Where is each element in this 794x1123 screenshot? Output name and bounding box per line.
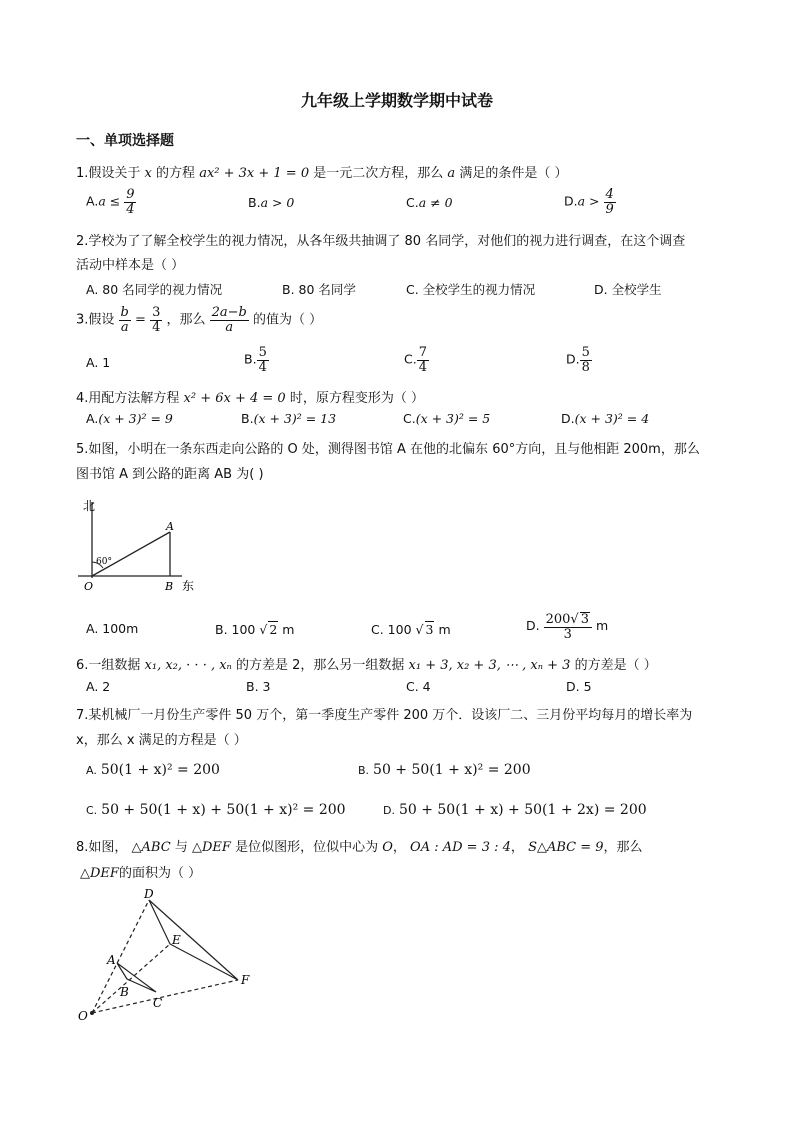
question-7-line-1: 7.某机械厂一月份生产零件 50 万个，第一季度生产零件 200 万个．设该厂二、三月份平均每月的增长率为 — [76, 708, 693, 723]
point-a-label: A — [166, 520, 174, 533]
question-1-stem: 1.假设关于 x 的方程 ax² + 3x + 1 = 0 是一元二次方程，那么 a 满足的条件是（ ） — [76, 166, 568, 181]
question-8-line-2: △DEF的面积为（ ） — [80, 866, 202, 881]
question-2-option-b[interactable]: B. 80 名同学 — [282, 282, 356, 297]
point-f-label: F — [241, 973, 250, 987]
question-4-option-d[interactable]: D.(x + 3)² = 4 — [561, 411, 650, 426]
point-e-label: E — [172, 933, 181, 947]
question-7-option-c[interactable]: C. 50 + 50(1 + x) + 50(1 + x)² = 200 — [86, 802, 346, 818]
question-3-option-d[interactable]: D. $\frac{5}{8}$ — [566, 345, 590, 375]
question-5-figure — [74, 492, 204, 596]
triangle-def — [149, 900, 238, 980]
question-8-figure — [74, 886, 264, 1026]
question-7-option-b[interactable]: B. 50 + 50(1 + x)² = 200 — [358, 762, 531, 778]
question-5-option-d[interactable]: D. $\frac{200√ 3}{3}$ m — [526, 612, 609, 642]
angle-label: 60° — [96, 557, 112, 567]
question-3-stem: 3.假设 $\frac{b}{a}$ = $\frac{3}{4}$ ，那么 $\frac{2a-b}{a}$ 的值为（ ） — [76, 305, 323, 335]
question-5-option-c[interactable]: C. 100 √ 3 m — [371, 622, 451, 637]
point-d-label: D — [144, 887, 154, 901]
question-8-line-1: 8.如图， △ABC 与 △DEF 是位似图形，位似中心为 O， OA : AD = 3 : 4， S△ABC = 9，那么 — [76, 840, 643, 855]
ray-of — [92, 980, 238, 1013]
question-7-option-a[interactable]: A. 50(1 + x)² = 200 — [86, 762, 220, 778]
point-c-label: C — [153, 996, 163, 1010]
section-heading: 一、单项选择题 — [76, 133, 174, 149]
question-3-option-c[interactable]: C. $\frac{7}{4}$ — [404, 345, 427, 375]
question-2-option-c[interactable]: C. 全校学生的视力情况 — [406, 282, 536, 297]
question-1-option-c[interactable]: C.a ≠ 0 — [406, 195, 453, 210]
question-5-option-b[interactable]: B. 100 √ 2 m — [215, 622, 295, 637]
question-2-option-d[interactable]: D. 全校学生 — [594, 282, 662, 297]
question-1-option-a[interactable]: A.a ≤ $\frac{9}{4}$ — [86, 187, 135, 217]
question-4-option-a[interactable]: A.(x + 3)² = 9 — [86, 411, 173, 426]
question-1-option-d[interactable]: D.a > $\frac{4}{9}$ — [564, 187, 614, 217]
question-6-option-c[interactable]: C. 4 — [406, 679, 431, 694]
segment-oa — [92, 532, 170, 576]
question-3-option-a[interactable]: A. 1 — [86, 355, 111, 370]
east-label: 东 — [182, 579, 195, 593]
north-label: 北 — [83, 499, 96, 513]
question-3-option-b[interactable]: B. $\frac{5}{4}$ — [244, 345, 267, 375]
question-2-line-1: 2.学校为了了解全校学生的视力情况，从各年级共抽调了 80 名同学，对他们的视力进行调查，在这个调查 — [76, 234, 686, 249]
point-b-label: B — [165, 580, 174, 593]
question-4-option-b[interactable]: B.(x + 3)² = 13 — [241, 411, 337, 426]
question-2-option-a[interactable]: A. 80 名同学的视力情况 — [86, 282, 223, 297]
question-6-option-a[interactable]: A. 2 — [86, 679, 111, 694]
question-4-option-c[interactable]: C.(x + 3)² = 5 — [403, 411, 491, 426]
point-o — [90, 1011, 94, 1015]
question-6-stem: 6.一组数据 x₁, x₂, · · · , xₙ 的方差是 2，那么另一组数据 x₁ + 3, x₂ + 3, ⋯ , xₙ + 3 的方差是（ ） — [76, 658, 657, 673]
question-4-stem: 4.用配方法解方程 x² + 6x + 4 = 0 时，原方程变形为（ ） — [76, 391, 424, 406]
point-a-label: A — [107, 953, 116, 967]
question-5-line-2: 图书馆 A 到公路的距离 AB 为( ) — [76, 467, 264, 482]
point-o-label: O — [84, 580, 94, 593]
question-2-line-2: 活动中样本是（ ） — [76, 258, 185, 273]
question-6-option-d[interactable]: D. 5 — [566, 679, 592, 694]
question-5-option-a[interactable]: A. 100m — [86, 621, 139, 636]
question-6-option-b[interactable]: B. 3 — [246, 679, 271, 694]
question-7-line-2: x，那么 x 满足的方程是（ ） — [76, 733, 247, 748]
question-7-option-d[interactable]: D. 50 + 50(1 + x) + 50(1 + 2x) = 200 — [383, 802, 647, 818]
question-5-line-1: 5.如图，小明在一条东西走向公路的 O 处，测得图书馆 A 在他的北偏东 60°方向，且与他相距 200m，那么 — [76, 442, 700, 457]
question-1-option-b[interactable]: B.a > 0 — [248, 195, 295, 210]
page-title: 九年级上学期数学期中试卷 — [300, 91, 493, 110]
point-o-label: O — [78, 1009, 88, 1023]
point-b-label: B — [120, 985, 129, 999]
